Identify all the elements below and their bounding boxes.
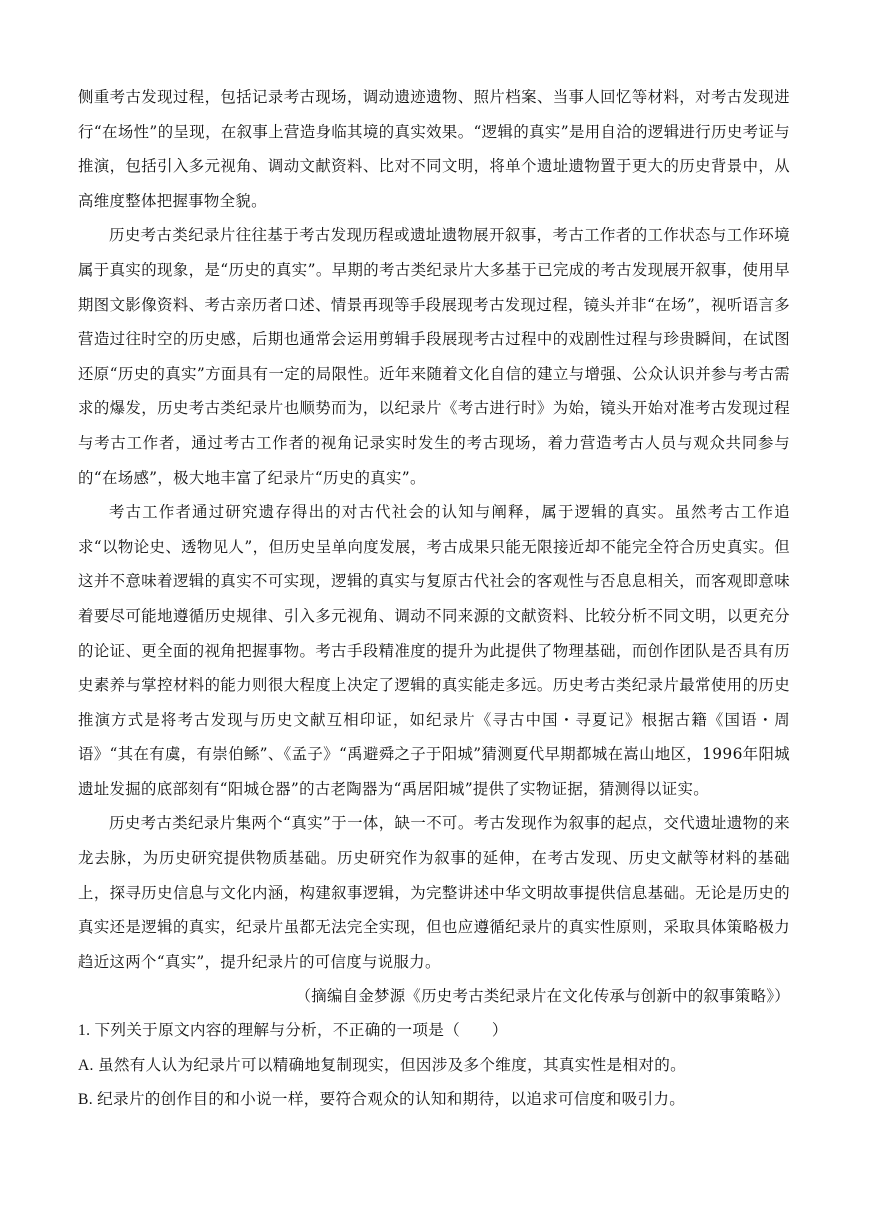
question-stem: 1. 下列关于原文内容的理解与分析，不正确的一项是（ ）: [78, 1022, 508, 1040]
article-paragraph-3: 考古工作者通过研究遗存得出的对古代社会的认知与阐释，属于逻辑的真实。虽然考古工作追求“以物论史、透物见人”，但历史呈单向度发展，考古成果只能无限接近却不能完全符合历史真实。但这并不意味着逻辑的真实不可实现，逻辑的真实与复原古代社会的客观性与否息息相关，而客观即意味着要尽可能地遵循历史规律、引入多元视角、调动不同来源的文献资料、比较分析不同文明，以更充分的论证、更全面的视角把握事物。考古手段精准度的提升为此提供了物理基础，而创作团队是否具有历史素养与掌控材料的能力则很大程度上决定了逻辑的真实能走多远。历史考古类纪录片最常使用的历史推演方式是将考古发现与历史文献互相印证，如纪录片《寻古中国・寻夏记》根据古籍《国语・周语》“其在有虞，有崇伯鲧”、《孟子》“禹避舜之子于阳城”猜测夏代早期都城在嵩山地区，1996年阳城遗址发掘的底部刻有“阳城仓器”的古老陶器为“禹居阳城”提供了实物证据，猜测得以证实。: [78, 503, 790, 798]
option-a: A. 虽然有人认为纪录片可以精确地复制现实，但因涉及多个维度，其真实性是相对的。: [78, 1056, 687, 1074]
article-source: （摘编自金梦源《历史考古类纪录片在文化传承与创新中的叙事策略》）: [295, 987, 790, 1006]
article-paragraph-2: 历史考古类纪录片往往基于考古发现历程或遗址遗物展开叙事，考古工作者的工作状态与工作环境属于真实的现象，是“历史的真实”。早期的考古类纪录片大多基于已完成的考古发现展开叙事，使用早期图文影像资料、考古亲历者口述、情景再现等手段展现考古发现过程，镜头并非“在场”，视听语言多营造过往时空的历史感，后期也通常会运用剪辑手段展现考古过程中的戏剧性过程与珍贵瞬间，在试图还原“历史的真实”方面具有一定的局限性。近年来随着文化自信的建立与增强、公众认识并参与考古需求的爆发，历史考古类纪录片也顺势而为，以纪录片《考古进行时》为始，镜头开始对准考古发现过程与考古工作者，通过考古工作者的视角记录实时发生的考古现场，着力营造考古人员与观众共同参与的“在场感”，极大地丰富了纪录片“历史的真实”。: [78, 226, 790, 487]
article-paragraph-1: 侧重考古发现过程，包括记录考古现场，调动遗迹遗物、照片档案、当事人回忆等材料，对考古发现进行“在场性”的呈现，在叙事上营造身临其境的真实效果。“逻辑的真实”是用自洽的逻辑进行历史考证与推演，包括引入多元视角、调动文献资料、比对不同文明，将单个遗址遗物置于更大的历史背景中，从高维度整体把握事物全貌。: [78, 88, 790, 210]
document-page: [78, 80, 790, 1118]
article-paragraph-4: 历史考古类纪录片集两个“真实”于一体，缺一不可。考古发现作为叙事的起点，交代遗址遗物的来龙去脉，为历史研究提供物质基础。历史研究作为叙事的延伸，在考古发现、历史文献等材料的基础上，探寻历史信息与文化内涵，构建叙事逻辑，为完整讲述中华文明故事提供信息基础。无论是历史的真实还是逻辑的真实，纪录片虽都无法完全实现，但也应遵循纪录片的真实性原则，采取具体策略极力趋近这两个“真实”，提升纪录片的可信度与说服力。: [78, 814, 790, 971]
option-b: B. 纪录片的创作目的和小说一样，要符合观众的认知和期待，以追求可信度和吸引力。: [78, 1091, 686, 1109]
